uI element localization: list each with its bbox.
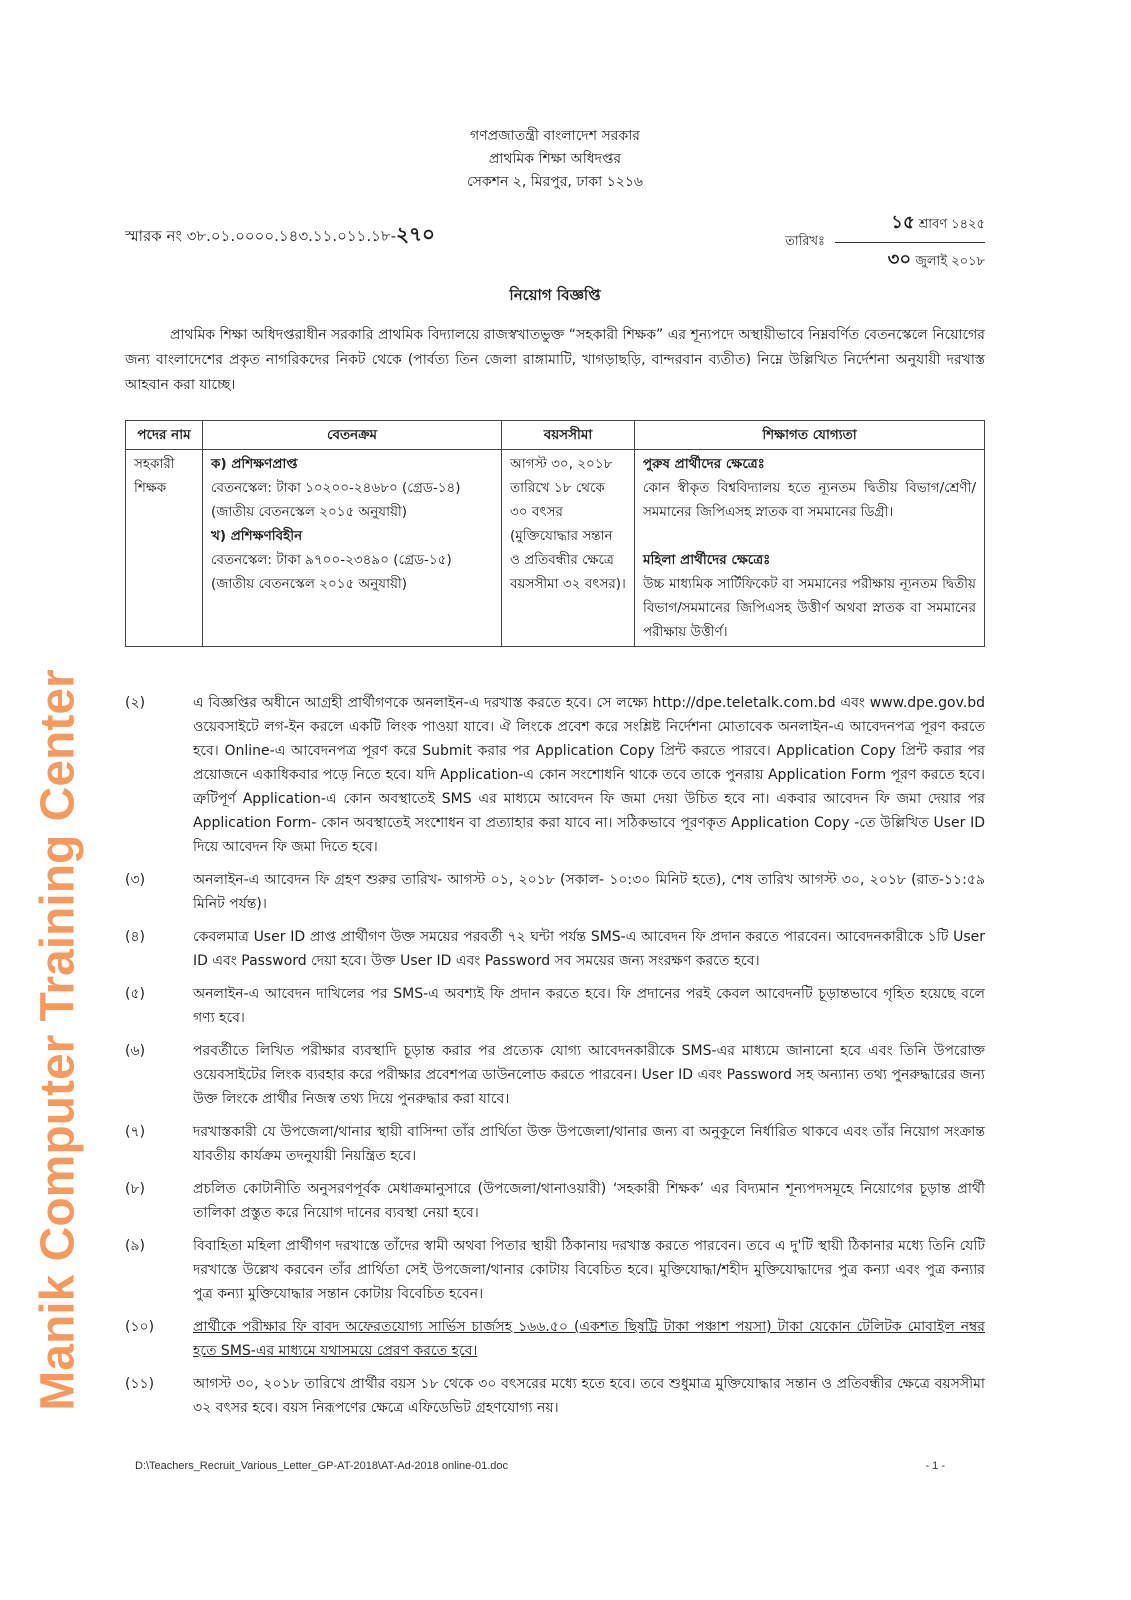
female-title: মহিলা প্রার্থীদের ক্ষেত্রেঃ xyxy=(643,552,771,568)
untrained-title: খ) প্রশিক্ষণবিহীন xyxy=(211,528,303,544)
instruction-list xyxy=(125,691,985,1420)
item-number: (৬) xyxy=(125,1043,146,1059)
list-item xyxy=(125,1120,985,1168)
post-name: সহকারী শিক্ষক xyxy=(126,450,203,647)
bangla-day: ১৫ xyxy=(891,212,915,233)
intro-paragraph: প্রাথমিক শিক্ষা অধিদপ্তরাধীন সরকারি প্রাথমিক বিদ্যালয়ে রাজস্বখাতভুক্ত “সহকারী শিক্ষক” এর শূন্যপদে অস্থায়ীভাবে নিম্নবর্ণিত বেতনস্কেলে নিয়োগের জন্য বাংলাদেশের প্রকৃত নাগরিকদের নিকট থেকে (পার্বত্য তিন জেলা রাঙ্গামাটি, খাগড়াছড়ি, বান্দরবান ব্যতীত) নিম্নে উল্লিখিত নির্দেশনা অনুযায়ী দরখাস্ত আহবান করা যাচ্ছে। xyxy=(125,327,985,393)
memo-number xyxy=(125,208,435,253)
bangla-date xyxy=(835,208,985,243)
date-values xyxy=(835,208,985,276)
untrained-scale: বেতনস্কেল: টাকা ৯৭০০-২৩৪৯০ (গ্রেড-১৫) xyxy=(211,552,452,568)
item-text: অনলাইন-এ আবেদন দাখিলের পর SMS-এ অবশ্যই ফি প্রদান করতে হবে। ফি প্রদানের পরই কেবল আবেদনটি চূড়ান্তভাবে গৃহিত হয়েছে বলে গণ্য হবে। xyxy=(193,986,985,1026)
list-item xyxy=(125,868,985,916)
item-text: বিবাহিতা মহিলা প্রার্থীগণ দরখাস্তে তাঁদের স্বামী অথবা পিতার স্থায়ী ঠিকানায় দরখাস্ত করতে পারবেন। তবে এ দু'টি স্থায়ী ঠিকানার মধ্যে তিনি যেটি দরখাস্তে উল্লেখ করবেন তাঁর প্রার্থিতা সেই উপজেলা/থানার কোটায় বিবেচিত হবে। মুক্তিযোদ্ধা/শহীদ মুক্তিযোদ্ধাদের পুত্র কন্যা এবং পুত্র কন্যার পুত্র কন্যা মুক্তিযোদ্ধার সন্তান কোটায় বিবেচিত হবেন। xyxy=(193,1238,985,1302)
item-text: পরবর্তীতে লিখিত পরীক্ষার ব্যবস্থাদি চূড়ান্ত করার পর প্রত্যেক যোগ্য আবেদনকারীকে SMS-এর মাধ্যমে জানানো হবে এবং তিনি উপরোক্ত ওয়েবসাইটের লিংক ব্যবহার করে পরীক্ষার প্রবেশপত্র ডাউনলোড করতে পারবেন। User ID এবং Password সহ অন্যান্য তথ্য পুনরুদ্ধারের জন্য উক্ত লিংকে প্রার্থীর নিজস্ব তথ্য দিয়ে পুনরুদ্ধার করা যাবে। xyxy=(193,1043,985,1107)
col-qualification: শিক্ষাগত যোগ্যতা xyxy=(635,421,985,450)
item-text: কেবলমাত্র User ID প্রাপ্ত প্রার্থীগণ উক্ত সময়ের পরবর্তী ৭২ ঘন্টা পর্যন্ত SMS-এ আবেদন ফি প্রদান করতে পারবেন। আবেদনকারীকে ১টি User ID এবং Password দেয়া হবে। উক্ত User ID এবং Password সব সময়ের জন্য সংরক্ষণ করতে হবে। xyxy=(193,929,985,969)
table-row xyxy=(126,450,985,647)
male-text: কোন স্বীকৃত বিশ্ববিদ্যালয় হতে ন্যূনতম দ্বিতীয় বিভাগ/শ্রেণী/ সমমানের জিপিএসহ স্নাতক বা সমমানের ডিগ্রী। xyxy=(643,480,976,520)
male-title: পুরুষ প্রার্থীদের ক্ষেত্রেঃ xyxy=(643,456,765,472)
item-number: (৪) xyxy=(125,929,146,945)
item-text: প্রচলিত কোটানীতি অনুসরণপূর্বক মেধাক্রমানুসারে (উপজেলা/থানাওয়ারী) ‘সহকারী শিক্ষক’ এর বিদ্যমান শূন্যপদসমূহে নিয়োগের চূড়ান্ত প্রার্থী তালিকা প্রস্তুত করে নিয়োগ দানের ব্যবস্থা নেয়া হবে। xyxy=(193,1181,985,1221)
letterhead xyxy=(125,125,985,194)
file-path: D:\Teachers_Recruit_Various_Letter_GP-AT-2018\AT-Ad-2018 online-01.doc xyxy=(135,1460,508,1472)
vacancy-table xyxy=(125,420,985,647)
item-text: আগস্ট ৩০, ২০১৮ তারিখে প্রার্থীর বয়স ১৮ থেকে ৩০ বৎসরের মধ্যে হতে হবে। তবে শুধুমাত্র মুক্তিযোদ্ধার সন্তান ও প্রতিবন্ধীর ক্ষেত্রে বয়সসীমা ৩২ বৎসর হবে। বয়স নিরূপণের ক্ষেত্রে এফিডেভিট গ্রহণযোগ্য নয়। xyxy=(193,1376,985,1416)
item-number: (৭) xyxy=(125,1124,146,1140)
department-name: প্রাথমিক শিক্ষা অধিদপ্তর xyxy=(488,151,622,167)
watermark-area xyxy=(8,560,108,1520)
item-number: (২) xyxy=(125,695,146,711)
page-number: - 1 - xyxy=(925,1460,945,1472)
item-text: অনলাইন-এ আবেদন ফি গ্রহণ শুরুর তারিখ- আগস্ট ০১, ২০১৮ (সকাল- ১০:৩০ মিনিট হতে), শেষ তারিখ আগস্ট ৩০, ২০১৮ (রাত-১১:৫৯ মিনিট পর্যন্ত)। xyxy=(193,872,985,912)
list-item xyxy=(125,1372,985,1420)
col-post: পদের নাম xyxy=(126,421,203,450)
item-number: (১১) xyxy=(125,1376,155,1392)
watermark: Manik Computer Training Center xyxy=(31,669,85,1411)
qualification-cell xyxy=(635,450,985,647)
trained-title: ক) প্রশিক্ষণপ্রাপ্ত xyxy=(211,456,298,472)
memo-prefix: স্মারক নং ৩৮.০১.০০০০.১৪৩.১১.০১১.১৮- xyxy=(125,227,397,245)
document xyxy=(125,0,985,1502)
english-month-year: জুলাই ২০১৮ xyxy=(915,254,985,269)
list-item xyxy=(125,982,985,1030)
bangla-month-year: শ্রাবণ ১৪২৫ xyxy=(918,217,985,232)
list-item xyxy=(125,1315,985,1363)
item-text: দরখাস্তকারী যে উপজেলা/থানার স্থায়ী বাসিন্দা তাঁর প্রার্থিতা উক্ত উপজেলা/থানার জন্য বা অনুকূলে নির্ধারিত থাকবে এবং তাঁর নিয়োগ সংক্রান্ত যাবতীয় কার্যক্রম তদনুযায়ী নিয়ন্ত্রিত হবে। xyxy=(193,1124,985,1164)
age-limit-cell: আগস্ট ৩০, ২০১৮ তারিখে ১৮ থেকে ৩০ বৎসর (মুক্তিযোদ্ধার সন্তান ও প্রতিবন্ধীর ক্ষেত্রে বয়সসীমা ৩২ বৎসর)। xyxy=(502,450,635,647)
footer xyxy=(125,1460,985,1472)
list-item xyxy=(125,1039,985,1111)
item-number: (১০) xyxy=(125,1319,155,1335)
item-number: (৫) xyxy=(125,986,146,1002)
item-number: (৮) xyxy=(125,1181,146,1197)
item-text: প্রার্থীকে পরীক্ষার ফি বাবদ অফেরতযোগ্য সার্ভিস চার্জসহ ১৬৬.৫০ (একশত ছিষট্টি টাকা পঞ্চাশ পয়সা) টাকা যেকোন টেলিটক মোবাইল নম্বর হতে SMS-এর মাধ্যমে যথাসময়ে প্রেরণ করতে হবে। xyxy=(193,1319,985,1359)
memo-handwritten-number: ২৭০ xyxy=(396,222,436,246)
col-age-limit: বয়সসীমা xyxy=(502,421,635,450)
trained-note: (জাতীয় বেতনস্কেল ২০১৫ অনুযায়ী) xyxy=(211,504,408,520)
table-header-row xyxy=(126,421,985,450)
list-item xyxy=(125,1177,985,1225)
date-label: তারিখঃ xyxy=(785,233,825,249)
page-title: নিয়োগ বিজ্ঞপ্তি xyxy=(509,286,601,304)
female-text: উচ্চ মাধ্যমিক সার্টিফিকেট বা সমমানের পরীক্ষায় ন্যূনতম দ্বিতীয় বিভাগ/সমমানের জিপিএসহ উত্তীর্ণ অথবা স্নাতক বা সমমানের পরীক্ষায় উত্তীর্ণ। xyxy=(643,576,976,640)
list-item xyxy=(125,691,985,859)
item-number: (৩) xyxy=(125,872,146,888)
pay-scale-cell xyxy=(203,450,502,647)
item-text: এ বিজ্ঞপ্তির অধীনে আগ্রহী প্রার্থীগণকে অনলাইন-এ দরখাস্ত করতে হবে। সে লক্ষ্যে http://dpe.teletalk.com.bd এবং www.dpe.gov.bd ওয়েবসাইটে লগ-ইন করলে একটি লিংক পাওয়া যাবে। ঐ লিংকে প্রবেশ করে সংশ্লিষ্ট নির্দেশনা মোতাবেক অনলাইন-এ আবেদনপত্র পূরণ করতে হবে। Online-এ আবেদনপত্র পূরণ করে Submit করার পর Application Copy প্রিন্ট করতে পারবে। Application Copy প্রিন্ট করার পর প্রয়োজনে একাধিকবার পড়ে নিতে হবে। যদি Application-এ কোন সংশোধনি থাকে তবে তাকে পুনরায় Application Form পূরণ করতে হবে। ত্রুটিপূর্ণ Application-এ কোন অবস্থাতেই SMS এর মাধ্যমে আবেদন ফি জমা দেয়া উচিত হবে না। একবার আবেদন ফি জমা দেয়ার পর Application Form- কোন অবস্থাতেই সংশোধন বা প্রত্যাহার করা যাবে না। সঠিকভাবে পূরণকৃত Application Copy -তে উল্লিখিত User ID দিয়ে আবেদন ফি জমা দিতে হবে। xyxy=(193,695,985,855)
trained-scale: বেতনস্কেল: টাকা ১০২০০-২৪৬৮০ (গ্রেড-১৪) xyxy=(211,480,461,496)
office-address: সেকশন ২, মিরপুর, ঢাকা ১২১৬ xyxy=(466,174,644,190)
list-item xyxy=(125,925,985,973)
govt-name: গণপ্রজাতন্ত্রী বাংলাদেশ সরকার xyxy=(470,128,640,144)
date-block xyxy=(785,208,985,276)
item-number: (৯) xyxy=(125,1238,146,1254)
untrained-note: (জাতীয় বেতনস্কেল ২০১৫ অনুযায়ী) xyxy=(211,576,408,592)
memo-date-row xyxy=(125,208,985,276)
col-pay-scale: বেতনক্রম xyxy=(203,421,502,450)
english-day: ৩০ xyxy=(887,249,912,270)
list-item xyxy=(125,1234,985,1306)
english-date xyxy=(835,243,985,276)
